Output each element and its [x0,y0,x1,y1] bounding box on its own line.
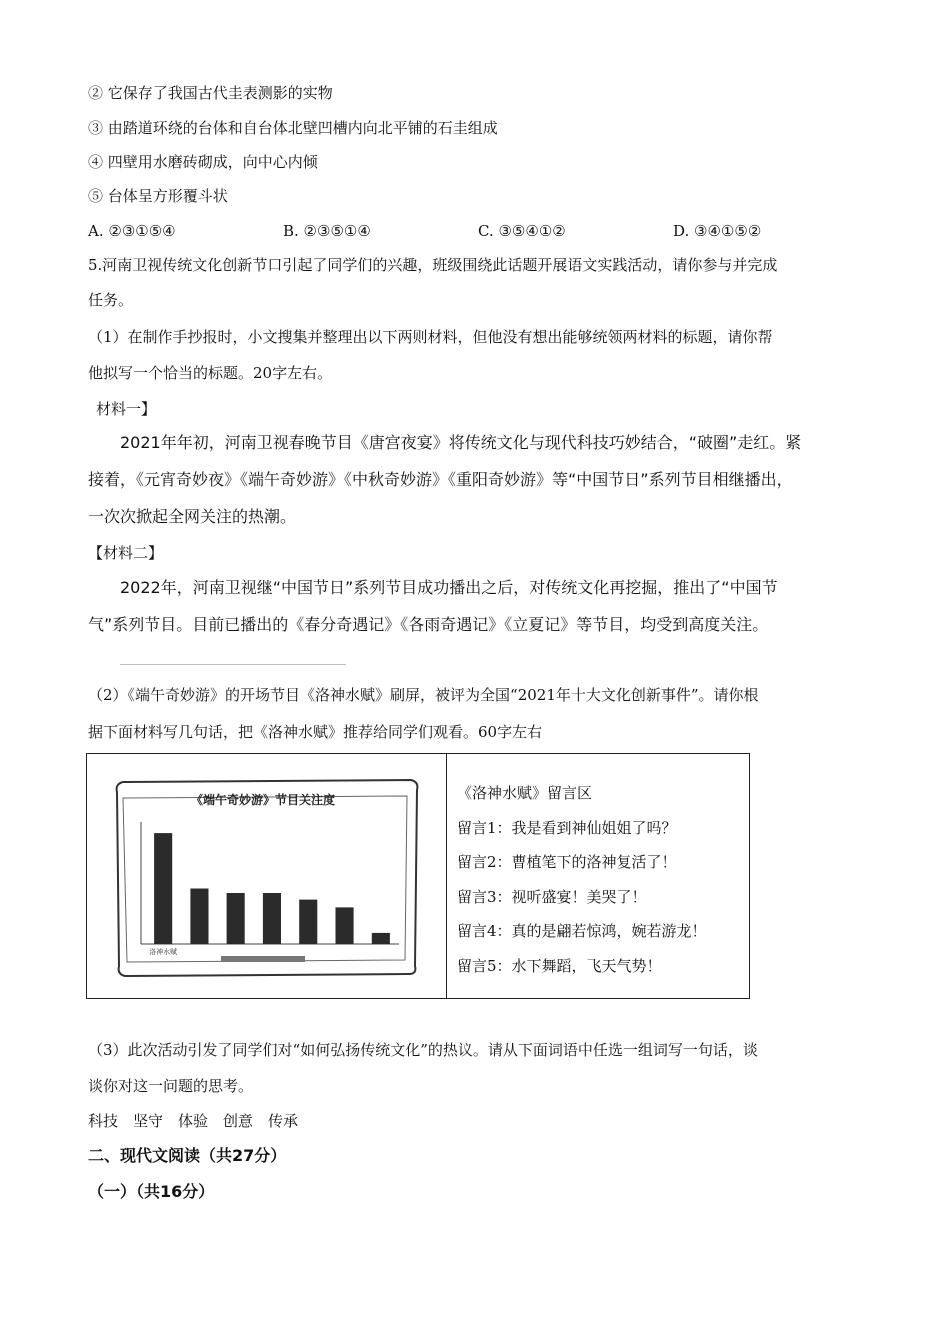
material1-line3: 一次次掀起全网关注的热潮。 [88,507,297,526]
q5-intro-line2: 任务。 [88,291,134,309]
q5-task1-line2: 他拟写一个恰当的标题。20字左右。 [88,364,333,382]
material2-body [88,569,878,643]
comment-area-title: 《洛神水赋》留言区 [457,784,593,802]
material1-label: 材料一】 [96,400,157,418]
comment-4: 留言4：真的是翩若惊鸿，婉若游龙！ [457,922,707,940]
q5-task2-line2: 据下面材料写几句话，把《洛神水赋》推荐给同学们观看。60字左右 [88,723,543,741]
q4-item-5: ⑤ 台体呈方形覆斗状 [88,187,228,205]
chart-bars [154,833,390,944]
q4-item-3: ③ 由踏道环绕的台体和自台体北壁凹槽内向北平铺的石圭组成 [88,119,498,137]
chart-footnote-mark [221,956,305,962]
material2-line2: 气”系列节目。目前已播出的《春分奇遇记》《各雨奇遇记》《立夏记》等节目，均受到高度关注。 [88,615,769,634]
chart-bar [299,900,317,944]
q4-item-4: ④ 四壁用水磨砖砌成，向中心内倾 [88,153,318,171]
q5-task2-line1: （2）《端午奇妙游》的开场节目《洛神水赋》刷屏，被评为全国“2021年十大文化创新事件”。请你根 [88,686,759,704]
q4-option-a[interactable]: A. ②③①⑤④ [88,222,176,240]
chart-title: 《端午奇妙游》节目关注度 [190,793,336,807]
q4-options [88,221,761,241]
q4-option-d[interactable]: D. ③④①⑤② [673,222,762,240]
attention-chart-svg [111,774,423,980]
section2-sub-heading: （一）（共16分） [88,1182,215,1201]
comment-2: 留言2：曹植笔下的洛神复活了！ [457,853,677,871]
word-list: 科技 坚守 体验 创意 传承 [88,1112,299,1130]
box-divider [446,754,447,998]
q5-task3-line1: （3）此次活动引发了同学们对“如何弘扬传统文化”的热议。请从下面词语中任选一组词写一句话，谈 [88,1041,758,1059]
chart-bar [227,893,245,944]
q4-option-b[interactable]: B. ②③⑤①④ [283,222,371,240]
comment-5: 留言5：水下舞蹈，飞天气势！ [457,956,662,975]
chart-bar [154,833,172,944]
q4-option-c[interactable]: C. ③⑤④①② [478,222,566,240]
chart-bar [372,933,390,944]
comment-1: 留言1：我是看到神仙姐姐了吗？ [457,818,677,837]
chart-x-label: 洛神水赋 [149,948,178,956]
q5-task1-line1: （1）在制作手抄报时，小文搜集并整理出以下两则材料，但他没有想出能够统领两材料的标题，请你帮 [88,328,773,346]
answer-line [120,664,346,665]
q5-task3-line2: 谈你对这一问题的思考。 [88,1077,254,1095]
chart-bar [263,893,281,944]
material1-line1: 2021年年初，河南卫视春晚节目《唐宫夜宴》将传统文化与现代科技巧妙结合，“破圈”走红。紧 [120,433,802,452]
section2-heading: 二、现代文阅读（共27分） [88,1146,287,1165]
q5-intro-line1: 5.河南卫视传统文化创新节口引起了同学们的兴趣，班级围绕此话题开展语文实践活动，请你参与并完成 [88,256,778,274]
chart-x-labels [149,947,177,956]
chart-bar [336,907,354,944]
comment-3: 留言3：视听盛宴！美哭了！ [457,887,647,906]
comment-area [457,776,707,983]
material1-line2: 接着，《元宵奇妙夜》《端午奇妙游》《中秋奇妙游》《重阳奇妙游》等“中国节日”系列节目相继播出， [88,470,793,489]
attention-chart [111,774,423,980]
material-box [86,753,750,999]
q4-item-2: ② 它保存了我国古代圭表测影的实物 [88,84,333,102]
material1-body [88,424,878,535]
material2-label: 【材料二】 [88,544,164,562]
material2-line1: 2022年，河南卫视继“中国节日”系列节目成功播出之后，对传统文化再挖掘，推出了“中国节 [120,578,778,597]
chart-bar [190,889,208,945]
